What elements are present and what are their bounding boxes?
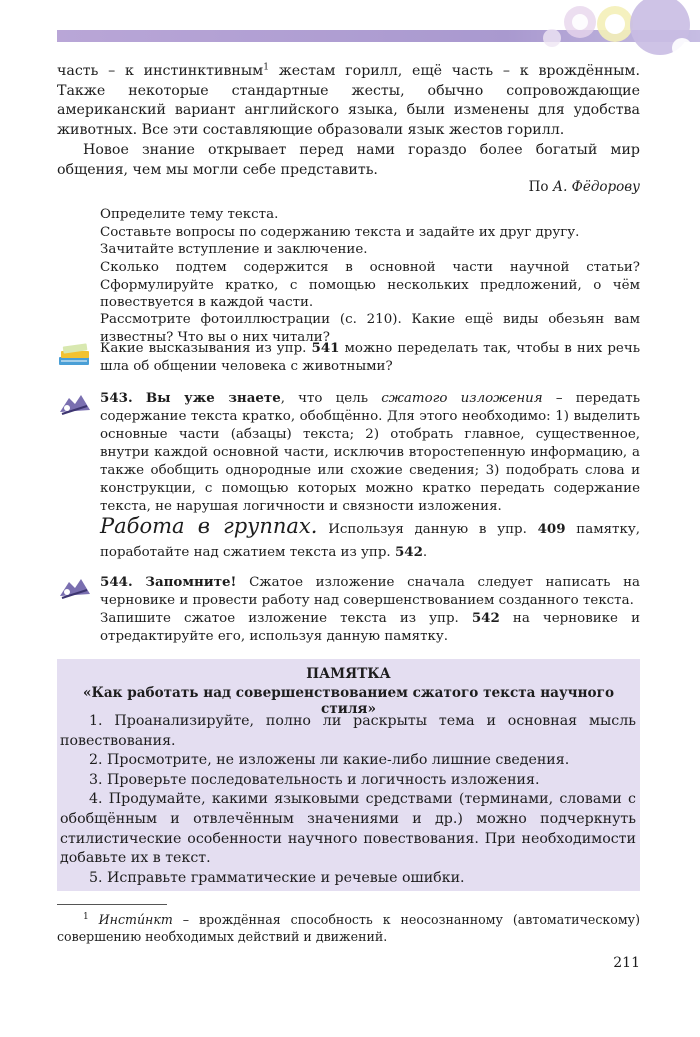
page-number: 211	[613, 955, 640, 971]
memo-item: 3. Проверьте последовательность и логичность изложения.	[89, 771, 540, 788]
footnote-term: Инсти́нкт	[98, 912, 173, 927]
ex543-text-2: – передать содержание текста кратко, обобщённо. Для этого необходимо: 1) выделить основные части (абзацы) текста; 2) отобрать главное, существенное, внутри каждой основной части, исключив второстепенную информацию, а также обобщить однородные или схожие сведения; 3) подобрать слова и конструкции, с помощью которых можно кратко передать содержание текста, не нарушая логичности и связности изложения.	[100, 391, 640, 514]
memo-title: ПАМЯТКА	[306, 666, 391, 682]
q6-text-1: Какие высказывания из упр.	[100, 341, 312, 356]
group-text-1: Используя данную в упр.	[317, 522, 538, 537]
books-icon	[57, 342, 93, 368]
decorative-circles	[540, 0, 700, 60]
question-4: Сколько подтем содержится в основной части научной статьи? Сформулируйте кратко, с помощью нескольких предложений, о чём повествуется в каждой части.	[100, 260, 640, 311]
memo-item: 1. Проанализируйте, полно ли раскрыты тема и основная мысль повествования.	[60, 713, 636, 749]
ex543-lead: Вы уже знаете	[145, 390, 281, 406]
ex544-lead: Запомните!	[145, 574, 237, 590]
exercise-543	[100, 389, 640, 516]
ex544-text-3: на черновике и отредактируйте его, используя данную памятку.	[100, 611, 640, 644]
question-6	[100, 340, 640, 375]
group-text-2: памятку, поработайте над сжатием текста из упр.	[100, 522, 640, 560]
question-1: Определите тему текста.	[100, 207, 279, 222]
source-signature	[529, 178, 640, 198]
ex543-number: 543.	[100, 390, 133, 406]
memo-subtitle: «Как работать над совершенствованием сжатого текста научного стиля»	[82, 685, 615, 717]
continuation-start: часть – к инстинктивным	[57, 63, 264, 79]
footnote-text: – врождённая способность к неосознанному (автоматическому) совершению необходимых действий и движений.	[57, 912, 640, 944]
exercise-544-task	[100, 609, 640, 646]
question-3: Зачитайте вступление и заключение.	[100, 242, 368, 257]
footnote-mark: 1	[83, 911, 89, 922]
q6-text-2: можно переделать так, чтобы в них речь шла об общении человека с животными?	[100, 341, 641, 374]
q6-exercise-number: 541	[311, 340, 340, 356]
ex543-text-1: , что цель	[280, 391, 382, 406]
group-work-label: Работа в группах.	[100, 514, 318, 538]
exercise-544	[100, 573, 640, 610]
ex543-term: сжатого изложения	[381, 391, 543, 406]
ex544-number: 544.	[100, 574, 133, 590]
closing-paragraph: Новое знание открывает перед нами гораздо более богатый мир общения, чем мы могли себе представить.	[57, 142, 640, 178]
signature-prefix: По	[528, 179, 553, 195]
group-number-2: 542	[394, 544, 423, 560]
continuation-end: жестам горилл, ещё часть – к врождённым. Также некоторые стандартные жесты, обычно сопровождающие американский вариант английского языка, были изменены для удобства животных. Все эти составляющие образовали язык жестов горилл.	[57, 63, 640, 138]
writing-hand-icon	[57, 392, 93, 418]
memo-item: 5. Исправьте грамматические и речевые ошибки.	[89, 869, 465, 886]
group-work	[100, 515, 640, 564]
memo-item: 4. Продумайте, какими языковыми средствами (терминами, словами с обобщённым и отвлечённым значениями и др.) можно подчеркнуть стилистические особенности научного повествования. При необходимости добавьте их в текст.	[60, 791, 636, 867]
footnote	[57, 911, 640, 945]
writing-hand-icon	[57, 576, 93, 602]
footnote-divider	[57, 904, 167, 905]
ex544-text-1: Сжатое изложение сначала следует написать на черновике и провести работу над совершенствованием созданного текста.	[100, 575, 641, 608]
question-2: Составьте вопросы по содержанию текста и задайте их друг другу.	[100, 225, 580, 240]
memo-list	[60, 712, 636, 888]
ex544-number-2: 542	[471, 610, 500, 626]
group-number-1: 409	[537, 521, 566, 537]
question-5: Рассмотрите фотоиллюстрации (с. 210). Какие ещё виды обезьян вам известны? Что вы о них читали?	[100, 312, 640, 345]
footnote-ref: 1	[263, 62, 269, 73]
memo-item: 2. Просмотрите, не изложены ли какие-либо лишние сведения.	[89, 752, 570, 769]
continuation-paragraph	[57, 62, 640, 140]
signature-author: А. Фёдорову	[552, 179, 640, 195]
group-text-3: .	[422, 545, 428, 560]
ex544-text-2: Запишите сжатое изложение текста из упр.	[100, 611, 472, 626]
